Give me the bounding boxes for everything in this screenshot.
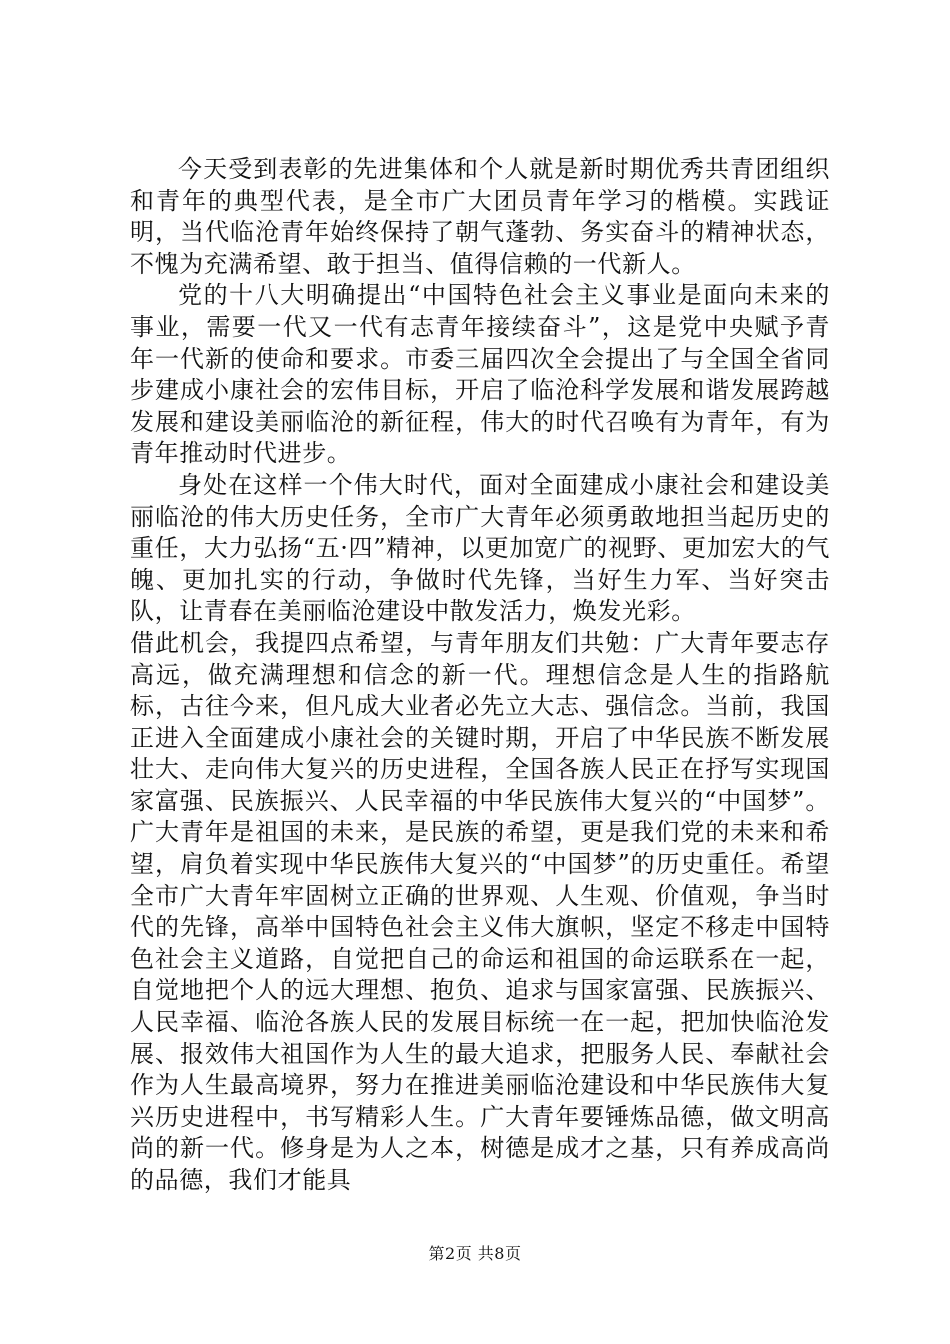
paragraph-3: 身处在这样一个伟大时代，面对全面建成小康社会和建设美丽临沧的伟大历史任务，全市广大青年必须勇敢地担当起历史的重任，大力弘扬“五·四”精神，以更加宽广的视野、更加宏大的气魄、更加扎实的行动，争做时代先锋，当好生力军、当好突击队，让青春在美丽临沧建设中散发活力，焕发光彩。 [130,470,830,626]
paragraph-4: 借此机会，我提四点希望，与青年朋友们共勉：广大青年要志存高远，做充满理想和信念的新一代。理想信念是人生的指路航标，古往今来，但凡成大业者必先立大志、强信念。当前，我国正进入全面建成小康社会的关键时期，开启了中华民族不断发展壮大、走向伟大复兴的历史进程，全国各族人民正在抒写实现国家富强、民族振兴、人民幸福的中华民族伟大复兴的“中国梦”。广大青年是祖国的未来，是民族的希望，更是我们党的未来和希望，肩负着实现中华民族伟大复兴的“中国梦”的历史重任。希望全市广大青年牢固树立正确的世界观、人生观、价值观，争当时代的先锋，高举中国特色社会主义伟大旗帜，坚定不移走中国特色社会主义道路，自觉把自己的命运和祖国的命运联系在一起，自觉地把个人的远大理想、抱负、追求与国家富强、民族振兴、人民幸福、临沧各族人民的发展目标统一在一起，把加快临沧发展、报效伟大祖国作为人生的最大追求，把服务人民、奉献社会作为人生最高境界，努力在推进美丽临沧建设和中华民族伟大复兴历史进程中，书写精彩人生。广大青年要锤炼品德，做文明高尚的新一代。修身是为人之本，树德是成才之基，只有养成高尚的品德，我们才能具 [130,628,830,1194]
paragraph-1: 今天受到表彰的先进集体和个人就是新时期优秀共青团组织和青年的典型代表，是全市广大团员青年学习的楷模。实践证明，当代临沧青年始终保持了朝气蓬勃、务实奋斗的精神状态，不愧为充满希望、敢于担当、值得信赖的一代新人。 [130,155,830,278]
body-text [130,154,830,1197]
paragraph-2: 党的十八大明确提出“中国特色社会主义事业是面向未来的事业，需要一代又一代有志青年接续奋斗”，这是党中央赋予青年一代新的使命和要求。市委三届四次全会提出了与全国全省同步建成小康社会的宏伟目标，开启了临沧科学发展和谐发展跨越发展和建设美丽临沧的新征程，伟大的时代召唤有为青年，有为青年推动时代进步。 [130,281,830,468]
page-number-footer: 第2页 共8页 [428,1244,522,1263]
